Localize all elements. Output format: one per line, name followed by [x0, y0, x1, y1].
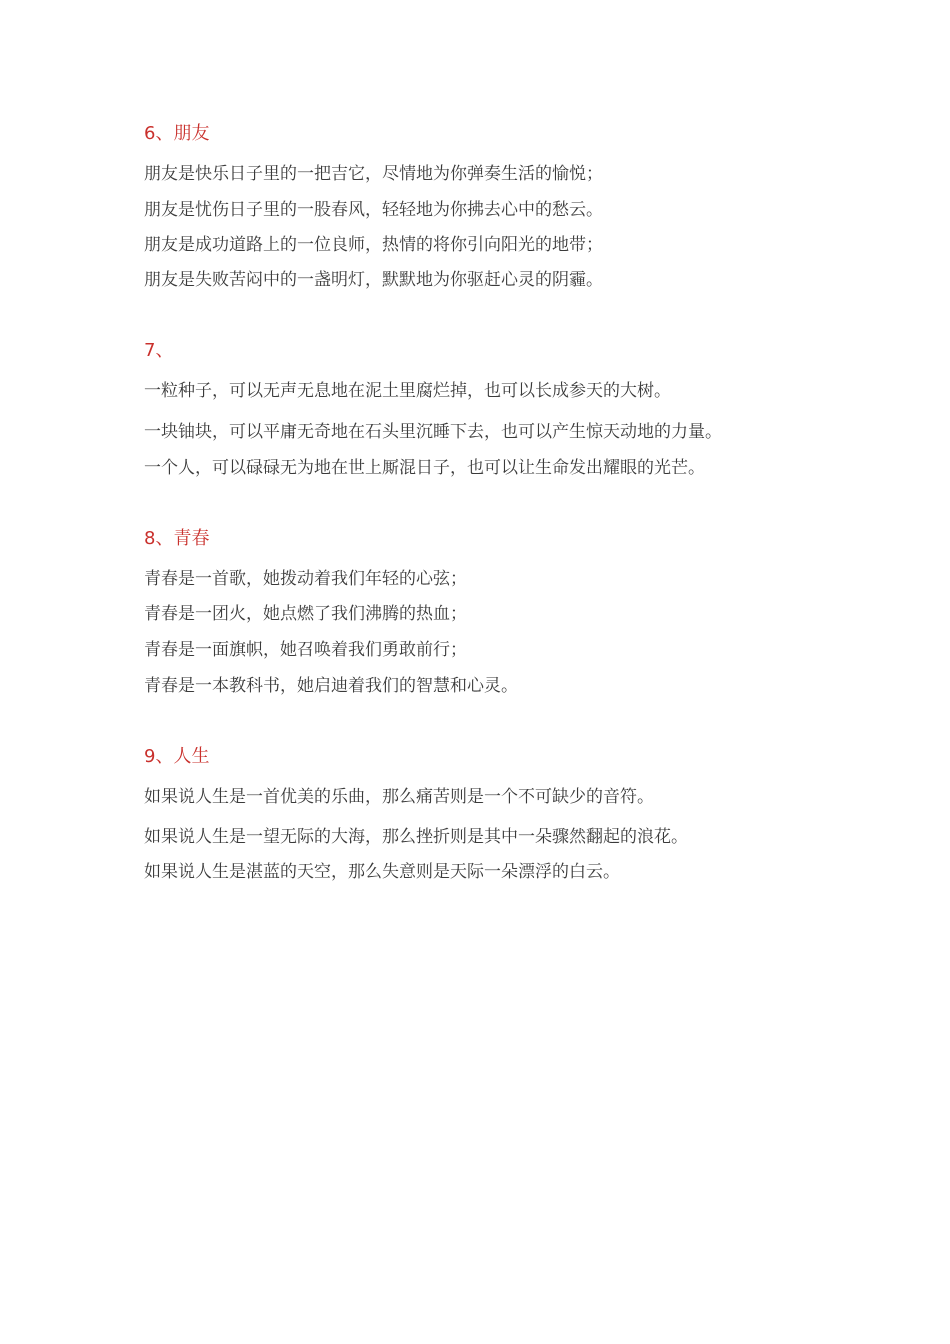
paragraph-line: 朋友是失败苦闷中的一盏明灯，默默地为你驱赶心灵的阴霾。	[144, 270, 603, 290]
paragraph-line: 一块铀块，可以平庸无奇地在石头里沉睡下去，也可以产生惊天动地的力量。	[144, 422, 722, 442]
paragraph-line: 一粒种子，可以无声无息地在泥土里腐烂掉，也可以长成参天的大树。	[144, 381, 671, 401]
paragraph-line: 朋友是快乐日子里的一把吉它，尽情地为你弹奏生活的愉悦；	[144, 164, 603, 184]
paragraph-line: 青春是一本教科书，她启迪着我们的智慧和心灵。	[144, 676, 518, 696]
paragraph-line: 如果说人生是一望无际的大海，那么挫折则是其中一朵骤然翻起的浪花。	[144, 827, 688, 847]
paragraph-line: 青春是一首歌，她拨动着我们年轻的心弦；	[144, 569, 467, 589]
paragraph-line: 如果说人生是一首优美的乐曲，那么痛苦则是一个不可缺少的音符。	[144, 787, 654, 807]
paragraph-line: 青春是一团火，她点燃了我们沸腾的热血；	[144, 604, 467, 624]
paragraph-line: 一个人，可以碌碌无为地在世上厮混日子，也可以让生命发出耀眼的光芒。	[144, 458, 705, 478]
section-heading-youth: 8、青春	[144, 528, 210, 549]
paragraph-line: 青春是一面旗帜，她召唤着我们勇敢前行；	[144, 640, 467, 660]
section-heading-7: 7、	[144, 340, 174, 361]
paragraph-line: 如果说人生是湛蓝的天空，那么失意则是天际一朵漂浮的白云。	[144, 862, 620, 882]
section-heading-friends: 6、朋友	[144, 123, 210, 144]
paragraph-line: 朋友是忧伤日子里的一股春风，轻轻地为你拂去心中的愁云。	[144, 200, 603, 220]
section-heading-life: 9、人生	[144, 746, 210, 767]
paragraph-line: 朋友是成功道路上的一位良师，热情的将你引向阳光的地带；	[144, 235, 603, 255]
